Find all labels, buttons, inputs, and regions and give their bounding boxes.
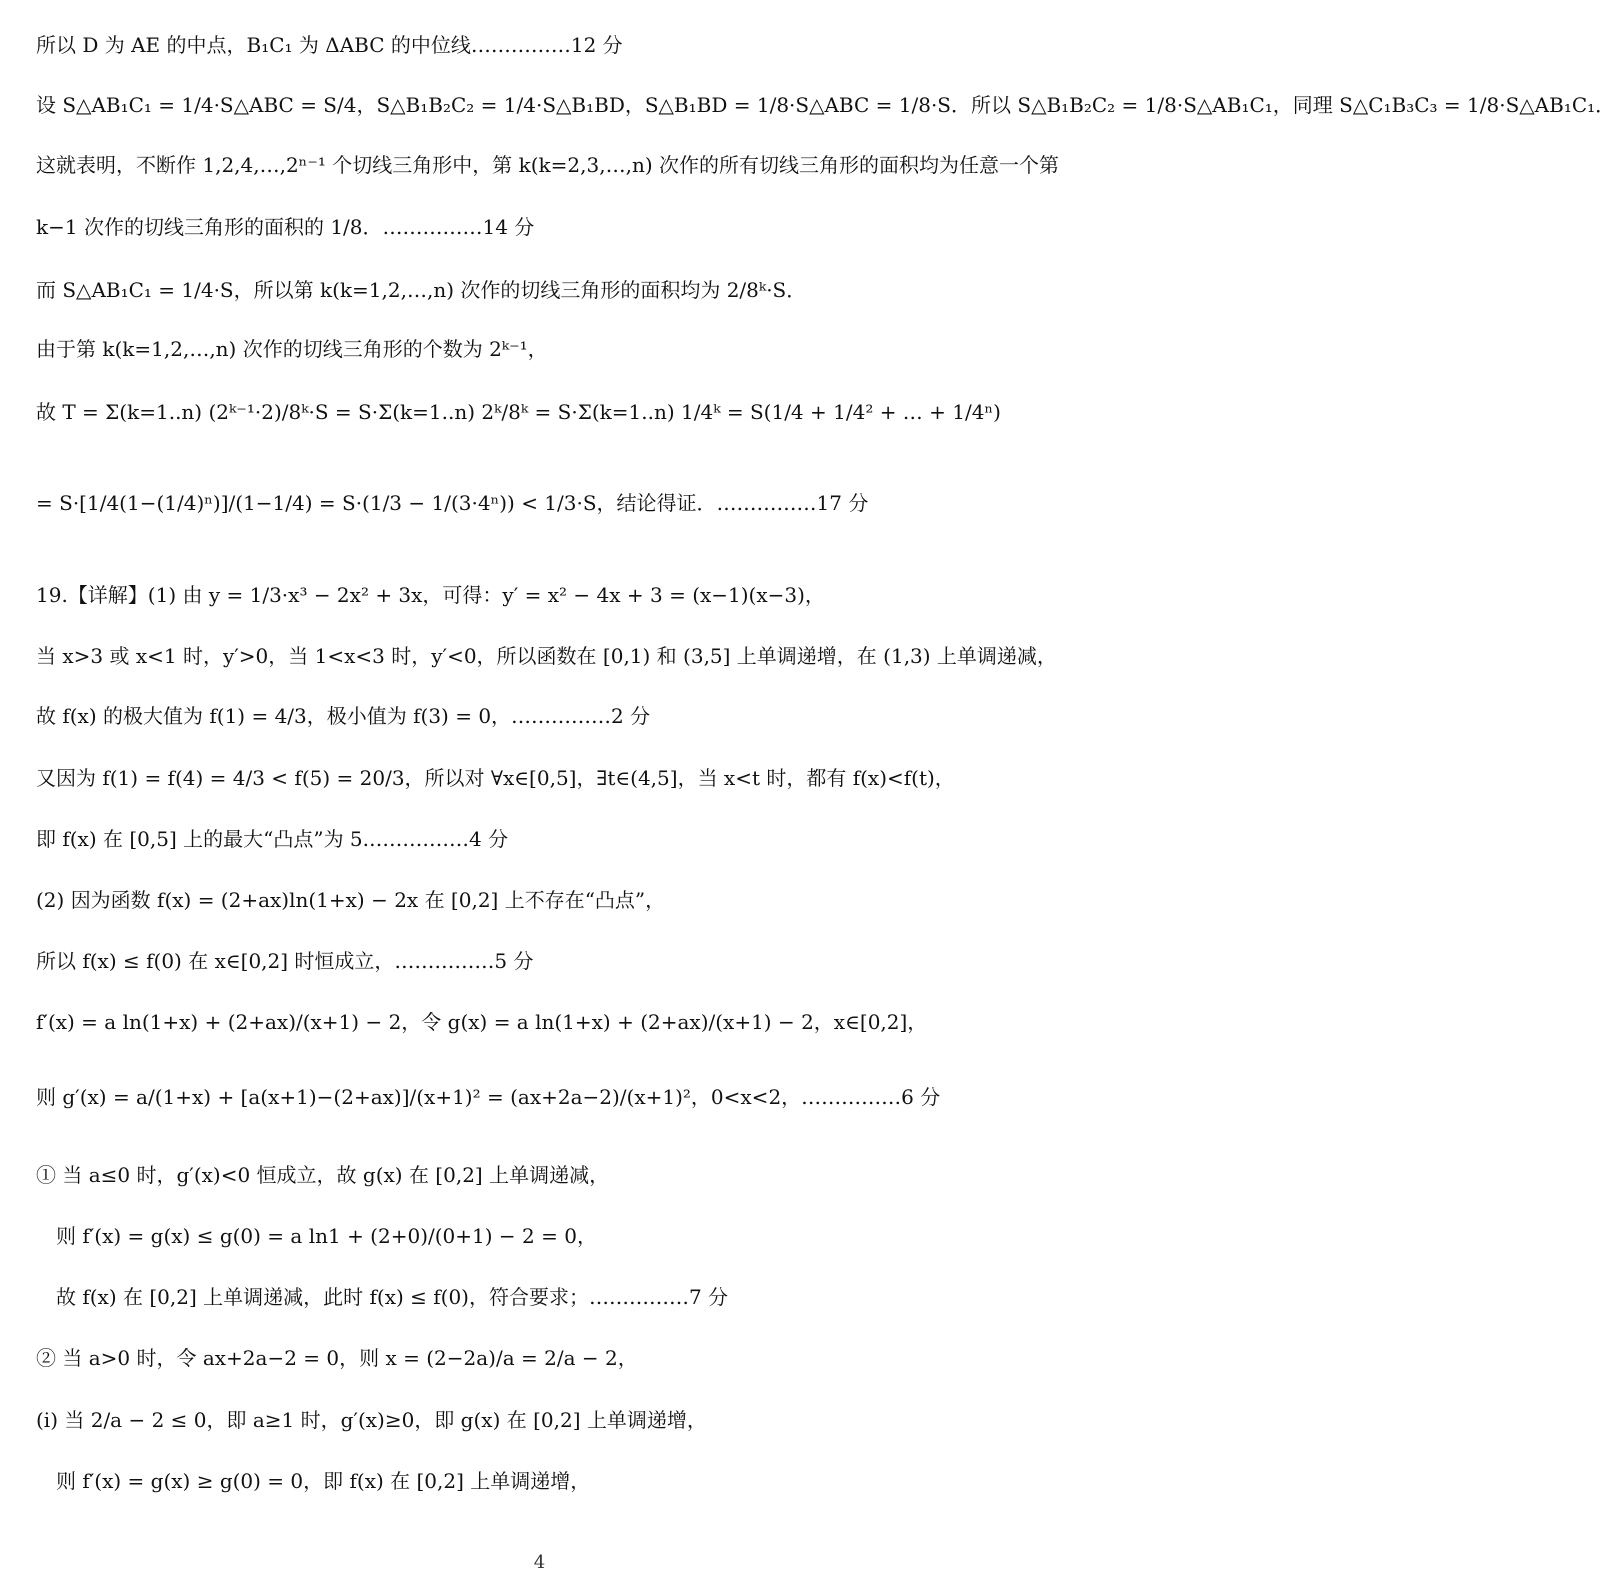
text-line: = S·[1/4(1−(1/4)ⁿ)]/(1−1/4) = S·(1/3 − 1/(3·4ⁿ)) < 1/3·S，结论得证．……………17 分 <box>36 491 869 515</box>
text-line: 故 f(x) 的极大值为 f(1) = 4/3，极小值为 f(3) = 0，……………2 分 <box>36 704 651 728</box>
text-line: 故 f(x) 在 [0,2] 上单调递减，此时 f(x) ≤ f(0)，符合要求；……………7 分 <box>56 1285 729 1309</box>
text-line: 而 S△AB₁C₁ = 1/4·S，所以第 k(k=1,2,…,n) 次作的切线三角形的面积均为 2/8ᵏ·S． <box>36 278 807 302</box>
text-line: 所以 D 为 AE 的中点，B₁C₁ 为 ΔABC 的中位线……………12 分 <box>36 33 623 57</box>
text-line: 所以 f(x) ≤ f(0) 在 x∈[0,2] 时恒成立，……………5 分 <box>36 949 534 973</box>
text-line: f′(x) = a ln(1+x) + (2+ax)/(x+1) − 2，令 g(x) = a ln(1+x) + (2+ax)/(x+1) − 2，x∈[0,2]， <box>36 1010 928 1034</box>
text-line: 又因为 f(1) = f(4) = 4/3 < f(5) = 20/3，所以对 ∀x∈[0,5]，∃t∈(4,5]，当 x<t 时，都有 f(x)<f(t)， <box>36 766 955 790</box>
text-line: ① 当 a≤0 时，g′(x)<0 恒成立，故 g(x) 在 [0,2] 上单调递减， <box>36 1163 610 1187</box>
text-line: (2) 因为函数 f(x) = (2+ax)ln(1+x) − 2x 在 [0,2] 上不存在“凸点”， <box>36 888 666 912</box>
text-line: 故 T = Σ(k=1..n) (2ᵏ⁻¹·2)/8ᵏ·S = S·Σ(k=1..n) 2ᵏ/8ᵏ = S·Σ(k=1..n) 1/4ᵏ = S(1/4 + 1/4² + … + 1/4ⁿ) <box>36 400 1001 424</box>
text-line: 则 g′(x) = a/(1+x) + [a(x+1)−(2+ax)]/(x+1)² = (ax+2a−2)/(x+1)²，0<x<2，……………6 分 <box>36 1085 941 1109</box>
text-line: 设 S△AB₁C₁ = 1/4·S△ABC = S/4，S△B₁B₂C₂ = 1/4·S△B₁BD，S△B₁BD = 1/8·S△ABC = 1/8·S．所以 S△B₁B₂C₂ = 1/8·S△AB₁C₁，同理 S△C₁B₃C₃ = 1/8·S△AB₁C₁． <box>36 93 1615 117</box>
text-line: (i) 当 2/a − 2 ≤ 0，即 a≥1 时，g′(x)≥0，即 g(x) 在 [0,2] 上单调递增， <box>36 1408 707 1432</box>
text-line: 即 f(x) 在 [0,5] 上的最大“凸点”为 5.……………4 分 <box>36 827 509 851</box>
text-line: 19.【详解】(1) 由 y = 1/3·x³ − 2x² + 3x，可得：y′ = x² − 4x + 3 = (x−1)(x−3)， <box>36 583 825 607</box>
page-number: 4 <box>533 1552 546 1573</box>
text-line: 这就表明，不断作 1,2,4,…,2ⁿ⁻¹ 个切线三角形中，第 k(k=2,3,…,n) 次作的所有切线三角形的面积均为任意一个第 <box>36 153 1059 177</box>
text-line: ② 当 a>0 时，令 ax+2a−2 = 0，则 x = (2−2a)/a = 2/a − 2， <box>36 1346 638 1370</box>
text-line: 则 f′(x) = g(x) ≤ g(0) = a ln1 + (2+0)/(0+1) − 2 = 0， <box>56 1224 597 1248</box>
text-line: 当 x>3 或 x<1 时，y′>0，当 1<x<3 时，y′<0，所以函数在 [0,1) 和 (3,5] 上单调递增，在 (1,3) 上单调递减， <box>36 644 1057 668</box>
text-line: k−1 次作的切线三角形的面积的 1/8．……………14 分 <box>36 215 535 239</box>
text-line: 由于第 k(k=1,2,…,n) 次作的切线三角形的个数为 2ᵏ⁻¹， <box>36 337 548 361</box>
text-line: 则 f′(x) = g(x) ≥ g(0) = 0，即 f(x) 在 [0,2] 上单调递增， <box>56 1469 591 1493</box>
